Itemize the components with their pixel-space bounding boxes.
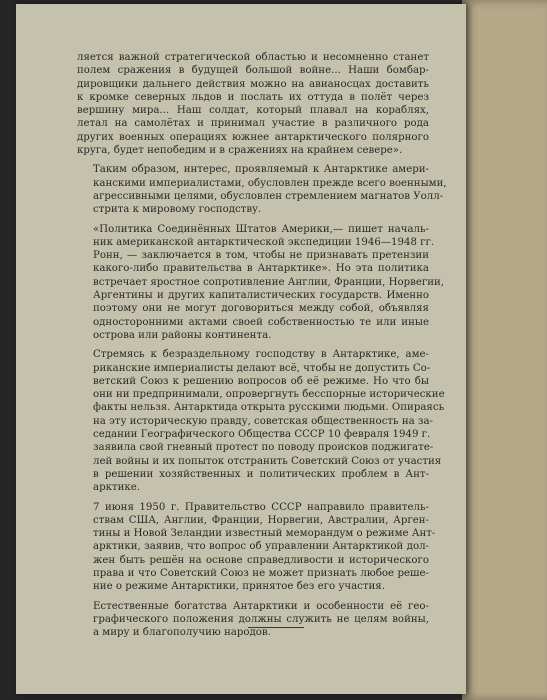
text-line: ник американской антарктической экспедиции 1946—1948 гг. <box>93 236 435 248</box>
text-line: а миру и благополучию народов. <box>93 627 271 639</box>
text-line: арктики, заявив, что вопрос об управлении Антарктикой дол- <box>93 541 429 553</box>
paragraph <box>77 223 445 343</box>
end-divider <box>248 627 304 628</box>
paragraph <box>77 51 429 157</box>
text-line: 7 июня 1950 г. Правительство СССР направило правитель- <box>93 501 429 513</box>
text-line: ние о режиме Антарктики, принятое без его участия. <box>93 581 385 593</box>
text-line: факты нельзя. Антарктида открыта русскими людьми. Опираясь <box>93 402 445 414</box>
text-line: ствам США, Англии, Франции, Норвегии, Австралии, Арген- <box>93 514 429 526</box>
text-line: ляется важной стратегической областью и несомненно станет <box>77 52 429 63</box>
text-line: агрессивными целями, обусловлен стремлением магнатов Уолл- <box>93 190 444 202</box>
text-line: других военных операциях южнее антарктического полярного <box>77 131 429 143</box>
text-line: Ронн, — заключается в том, чтобы не признавать претензии <box>93 250 429 262</box>
text-line: Естественные богатства Антарктики и особенности её гео- <box>93 600 429 612</box>
text-line: Таким образом, интерес, проявляемый к Антарктике амери- <box>93 164 429 176</box>
text-line: односторонними актами своей собственностью те или иные <box>93 316 429 328</box>
text-line: Стремясь к безраздельному господству в Антарктике, аме- <box>93 349 429 361</box>
text-line: в решении хозяйственных и политических проблем в Ант- <box>93 468 429 480</box>
paragraph <box>77 163 447 216</box>
paragraph <box>77 501 436 594</box>
text-line: риканские империалисты делают всё, чтобы не допустить Со- <box>93 362 431 374</box>
text-line: они ни предпринимали, опровергнуть бесспорные исторические <box>93 389 445 401</box>
text-line: вершину мира... Наш солдат, который плавал на кораблях, <box>77 105 429 117</box>
text-line: лей войны и их попыток отстранить Советский Союз от участия <box>93 455 442 467</box>
paragraph <box>77 348 445 494</box>
text-line: полем сражения в будущей большой войне... Наши бомбар- <box>77 65 429 77</box>
text-line: на эту историческую правду, советская общественность на за- <box>93 415 433 427</box>
text-line: круга, будет непобедим и в сражениях на крайнем севере». <box>77 145 403 157</box>
text-line: острова или районы континента. <box>93 329 272 341</box>
text-line: тины и Новой Зеландии известный меморандум о режиме Ант- <box>93 528 436 540</box>
text-line: канскими империалистами, обусловлен прежде всего военными, <box>93 177 447 189</box>
text-line: графического положения должны служить не целям войны, <box>93 613 429 625</box>
text-line: летал на самолётах и принимал участие в различного рода <box>77 118 429 130</box>
text-line: права и что Советский Союз не может признать любое реше- <box>93 567 429 579</box>
text-line: дировщики дальнего действия можно на авианосцах доставить <box>77 78 429 90</box>
text-line: к кромке северных льдов и послать их оттуда в полёт через <box>77 91 429 103</box>
text-line: встречает яростное сопротивление Англии, Франции, Норвегии, <box>93 276 445 288</box>
text-line: какого-либо правительства в Антарктике». Но эта политика <box>93 263 429 275</box>
text-line: ветский Союз к решению вопросов об её режиме. Но что бы <box>93 375 429 387</box>
adjacent-page-edge <box>462 0 547 700</box>
page-body-text <box>77 51 447 645</box>
text-line: жен быть решён на основе справедливости и исторического <box>93 554 429 566</box>
text-line: арктике. <box>93 482 141 494</box>
text-line: Аргентины и других капиталистических государств. Именно <box>93 290 429 302</box>
text-line: стрита к мировому господству. <box>93 204 262 216</box>
text-line: «Политика Соединённых Штатов Америки,— пишет началь- <box>93 223 429 235</box>
text-line: поэтому они не могут договориться между собой, объявляя <box>93 303 429 315</box>
paragraph <box>77 600 429 640</box>
text-line: седании Географического Общества СССР 10 февраля 1949 г. <box>93 429 431 441</box>
text-line: заявила свой гневный протест по поводу происков поджигате- <box>93 442 434 454</box>
